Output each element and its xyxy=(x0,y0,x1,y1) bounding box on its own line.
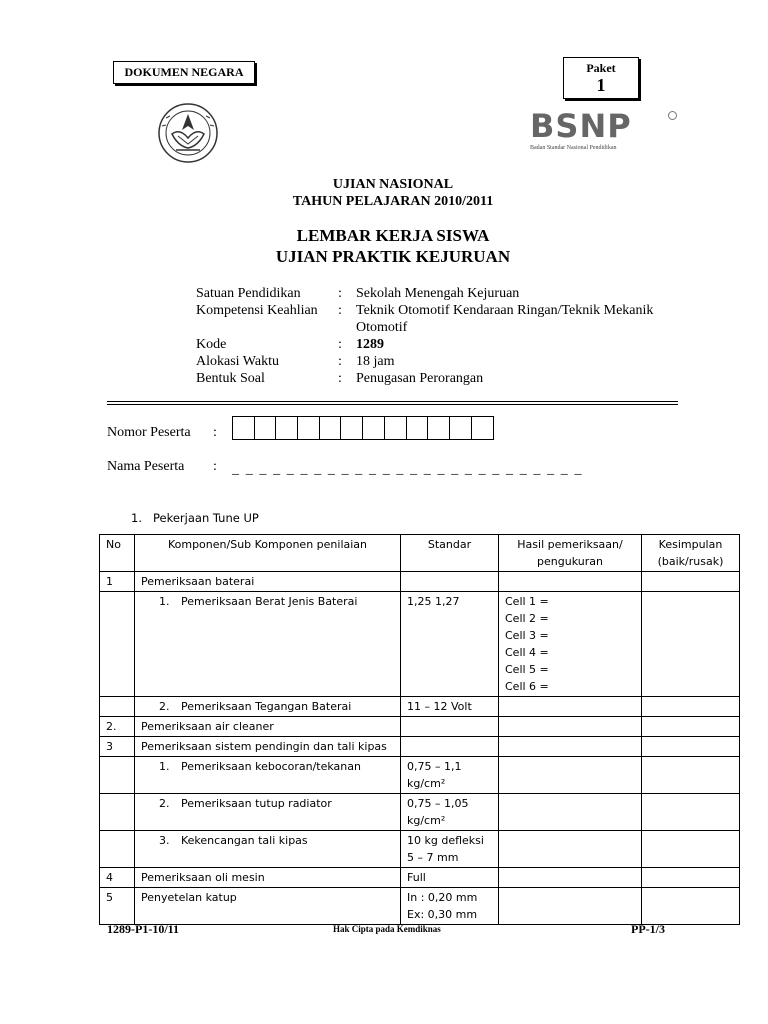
sub-item-label: Pemeriksaan kebocoran/tekanan xyxy=(181,760,361,773)
row-komponen: Penyetelan katup xyxy=(135,888,401,925)
nomor-digit-box[interactable] xyxy=(385,417,407,439)
document-classification-label xyxy=(113,61,255,84)
exam-heading-line2: TAHUN PELAJARAN 2010/2011 xyxy=(292,194,494,209)
row-hasil[interactable] xyxy=(499,831,642,868)
row-kesimpulan[interactable] xyxy=(642,737,740,757)
cell-measurement-entry: Cell 3 = xyxy=(505,629,549,642)
row-standar: 0,75 – 1,05 kg/cm² xyxy=(401,794,499,831)
info-value: Penugasan Perorangan xyxy=(356,371,484,386)
sheet-title-line2: UJIAN PRAKTIK KEJURUAN xyxy=(275,247,511,266)
table-row xyxy=(100,717,740,737)
cell-measurement-entry: Cell 1 = xyxy=(505,595,549,608)
bsnp-logo xyxy=(528,108,678,156)
header-komponen: Komponen/Sub Komponen penilaian xyxy=(135,535,401,572)
footer-copyright: Hak Cipta pada Kemdiknas xyxy=(333,924,441,934)
row-no: 2. xyxy=(100,717,135,737)
nomor-digit-box[interactable] xyxy=(233,417,255,439)
row-hasil[interactable] xyxy=(499,794,642,831)
tut-wuri-handayani-emblem-icon xyxy=(148,100,228,166)
sub-item-number: 1. xyxy=(159,595,170,608)
bsnp-logo-caption: Badan Standar Nasional Pendidikan xyxy=(530,145,617,151)
nama-colon: : xyxy=(213,459,217,474)
header-standar: Standar xyxy=(401,535,499,572)
row-no xyxy=(100,794,135,831)
header-kesimpulan: Kesimpulan (baik/rusak) xyxy=(642,535,740,572)
row-kesimpulan[interactable] xyxy=(642,592,740,697)
nomor-digit-box[interactable] xyxy=(363,417,385,439)
info-key: Bentuk Soal xyxy=(196,371,265,386)
row-hasil[interactable] xyxy=(499,697,642,717)
row-hasil[interactable] xyxy=(499,592,642,697)
row-hasil[interactable] xyxy=(499,868,642,888)
table-header-row xyxy=(100,535,740,572)
header-no: No xyxy=(100,535,135,572)
row-hasil[interactable] xyxy=(499,572,642,592)
registered-mark-icon xyxy=(668,111,677,120)
nomor-digit-box[interactable] xyxy=(472,417,494,439)
row-hasil[interactable] xyxy=(499,888,642,925)
doc-label-text: DOKUMEN NEGARA xyxy=(124,65,244,79)
section-number: 1. xyxy=(131,511,142,525)
info-row: Kompetensi Keahlian : Teknik Otomotif Kendaraan Ringan/Teknik Mekanik Otomotif xyxy=(196,302,696,336)
row-komponen xyxy=(135,592,401,697)
table-row xyxy=(100,831,740,868)
sub-item-label: Pemeriksaan tutup radiator xyxy=(181,797,332,810)
cell-measurement-entry: Cell 5 = xyxy=(505,663,549,676)
row-komponen: Pemeriksaan oli mesin xyxy=(135,868,401,888)
nama-peserta-field[interactable]: _ _ _ _ _ _ _ _ _ _ _ _ _ _ _ _ _ _ _ _ _ _ _ _ _ _ xyxy=(232,462,584,477)
row-standar: Full xyxy=(401,868,499,888)
paket-box xyxy=(563,57,639,99)
row-no xyxy=(100,592,135,697)
info-key: Kompetensi Keahlian xyxy=(196,303,318,318)
nomor-colon: : xyxy=(213,425,217,440)
row-kesimpulan[interactable] xyxy=(642,757,740,794)
row-standar: In : 0,20 mm Ex: 0,30 mm xyxy=(401,888,499,925)
cell-measurement-entry: Cell 6 = xyxy=(505,680,549,693)
row-kesimpulan[interactable] xyxy=(642,868,740,888)
info-row: Satuan Pendidikan : Sekolah Menengah Kejuruan xyxy=(196,285,696,302)
row-no: 3 xyxy=(100,737,135,757)
row-no: 5 xyxy=(100,888,135,925)
nomor-digit-box[interactable] xyxy=(255,417,277,439)
row-hasil[interactable] xyxy=(499,757,642,794)
divider xyxy=(107,404,678,405)
table-row xyxy=(100,888,740,925)
table-body xyxy=(100,572,740,925)
sheet-title xyxy=(0,225,768,267)
footer-page: PP-1/3 xyxy=(631,922,665,936)
info-key: Satuan Pendidikan xyxy=(196,286,301,301)
nomor-digit-box[interactable] xyxy=(341,417,363,439)
row-standar xyxy=(401,717,499,737)
info-key: Kode xyxy=(196,337,227,352)
sub-item-number: 2. xyxy=(159,700,170,713)
row-komponen xyxy=(135,697,401,717)
row-komponen xyxy=(135,794,401,831)
bsnp-logo-word: BSNP xyxy=(530,107,632,145)
row-hasil[interactable] xyxy=(499,717,642,737)
exam-info-block xyxy=(196,285,696,387)
nama-peserta-label: Nama Peserta xyxy=(107,459,185,474)
nomor-digit-box[interactable] xyxy=(298,417,320,439)
sub-item-label: Kekencangan tali kipas xyxy=(181,834,308,847)
info-value: Sekolah Menengah Kejuruan xyxy=(356,286,520,301)
table-row xyxy=(100,592,740,697)
info-value: Teknik Otomotif Kendaraan Ringan/Teknik Mekanik Otomotif xyxy=(356,303,654,335)
info-value: 18 jam xyxy=(356,354,395,369)
paket-label: Paket xyxy=(586,61,616,75)
table-row xyxy=(100,737,740,757)
row-no xyxy=(100,757,135,794)
row-no xyxy=(100,697,135,717)
row-standar xyxy=(401,572,499,592)
info-row: Alokasi Waktu : 18 jam xyxy=(196,353,696,370)
row-komponen: Pemeriksaan baterai xyxy=(135,572,401,592)
row-no: 1 xyxy=(100,572,135,592)
header-hasil: Hasil pemeriksaan/ pengukuran xyxy=(499,535,642,572)
row-kesimpulan[interactable] xyxy=(642,888,740,925)
assessment-table xyxy=(99,534,740,925)
info-value: 1289 xyxy=(356,337,384,352)
sub-item-label: Pemeriksaan Berat Jenis Baterai xyxy=(181,595,358,608)
row-kesimpulan[interactable] xyxy=(642,831,740,868)
section-title xyxy=(131,511,259,525)
row-standar xyxy=(401,737,499,757)
row-komponen: Pemeriksaan air cleaner xyxy=(135,717,401,737)
sub-item-number: 2. xyxy=(159,797,170,810)
paket-number: 1 xyxy=(596,75,606,95)
footer-code: 1289-P1-10/11 xyxy=(107,922,179,936)
row-komponen: Pemeriksaan sistem pendingin dan tali kipas xyxy=(135,737,401,757)
row-kesimpulan[interactable] xyxy=(642,717,740,737)
nomor-peserta-label: Nomor Peserta xyxy=(107,425,191,440)
exam-heading-line1: UJIAN NASIONAL xyxy=(332,177,454,192)
row-standar: 11 – 12 Volt xyxy=(401,697,499,717)
divider xyxy=(107,401,678,402)
nomor-digit-box[interactable] xyxy=(407,417,429,439)
exam-heading xyxy=(0,176,768,210)
row-standar: 1,25 1,27 xyxy=(401,592,499,697)
sub-item-label: Pemeriksaan Tegangan Baterai xyxy=(181,700,352,713)
table-row xyxy=(100,697,740,717)
nomor-digit-box[interactable] xyxy=(450,417,472,439)
cell-measurement-entry: Cell 2 = xyxy=(505,612,549,625)
table-row xyxy=(100,868,740,888)
row-hasil[interactable] xyxy=(499,737,642,757)
info-row: Bentuk Soal : Penugasan Perorangan xyxy=(196,370,696,387)
row-kesimpulan[interactable] xyxy=(642,572,740,592)
table-row xyxy=(100,794,740,831)
nomor-peserta-input-boxes[interactable] xyxy=(232,416,494,440)
info-key: Alokasi Waktu xyxy=(196,354,279,369)
nomor-digit-box[interactable] xyxy=(428,417,450,439)
sub-item-number: 3. xyxy=(159,834,170,847)
row-no xyxy=(100,831,135,868)
row-no: 4 xyxy=(100,868,135,888)
row-kesimpulan[interactable] xyxy=(642,697,740,717)
table-row xyxy=(100,572,740,592)
row-standar: 0,75 – 1,1 kg/cm² xyxy=(401,757,499,794)
section-title-text: Pekerjaan Tune UP xyxy=(153,511,259,525)
row-standar: 10 kg defleksi 5 – 7 mm xyxy=(401,831,499,868)
sheet-title-line1: LEMBAR KERJA SISWA xyxy=(296,226,490,245)
row-kesimpulan[interactable] xyxy=(642,794,740,831)
sub-item-number: 1. xyxy=(159,760,170,773)
row-komponen xyxy=(135,831,401,868)
row-komponen xyxy=(135,757,401,794)
info-row: Kode : 1289 xyxy=(196,336,696,353)
nomor-digit-box[interactable] xyxy=(276,417,298,439)
table-row xyxy=(100,757,740,794)
nomor-digit-box[interactable] xyxy=(320,417,342,439)
cell-measurement-entry: Cell 4 = xyxy=(505,646,549,659)
